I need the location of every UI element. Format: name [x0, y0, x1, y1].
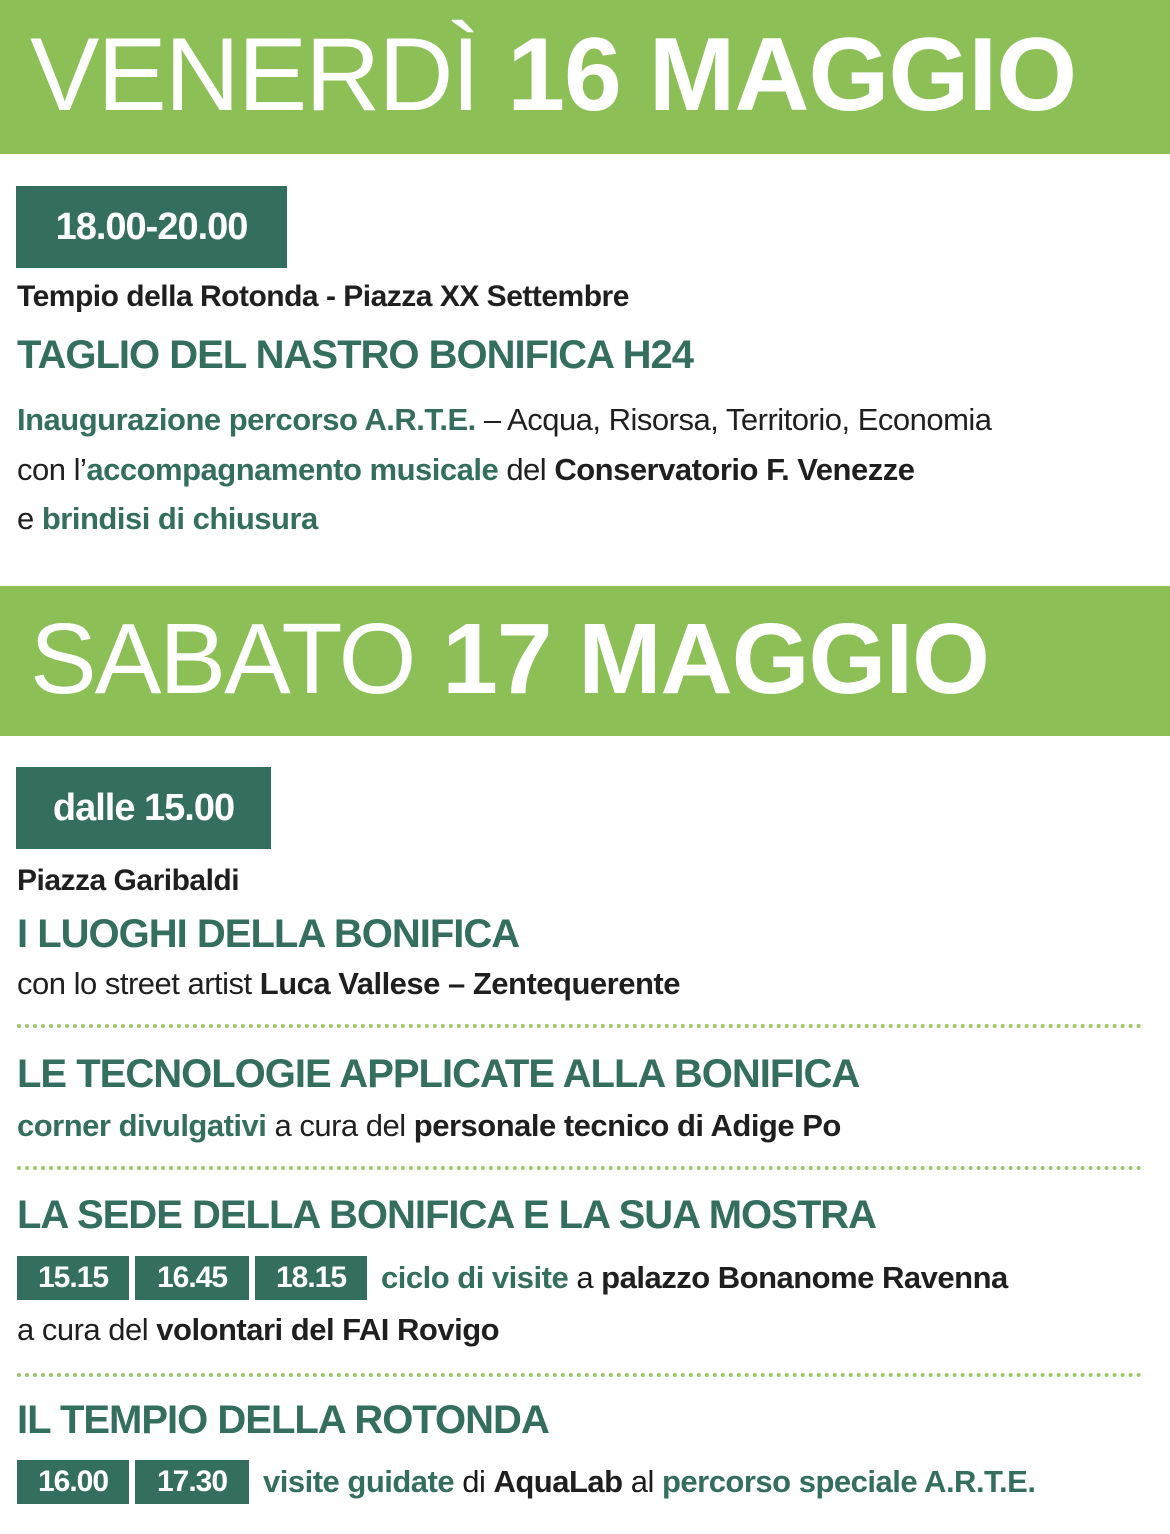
friday-event-title: TAGLIO DEL NASTRO BONIFICA H24	[17, 333, 693, 377]
saturday-day-name: SABATO	[30, 603, 415, 715]
fai-volunteers: volontari del FAI Rovigo	[156, 1312, 500, 1347]
event1-title: I LUOGHI DELLA BONIFICA	[17, 912, 520, 956]
event4-title: IL TEMPIO DELLA ROTONDA	[17, 1398, 549, 1442]
text: e	[17, 501, 42, 536]
saturday-time-badge: dalle 15.00	[16, 767, 271, 849]
friday-desc-line-2	[17, 452, 914, 488]
text: del	[498, 452, 555, 487]
text: a cura del	[266, 1108, 414, 1143]
event3-schedule	[17, 1256, 1008, 1300]
saturday-venue: Piazza Garibaldi	[17, 864, 240, 897]
event2-title: LE TECNOLOGIE APPLICATE ALLA BONIFICA	[17, 1052, 860, 1096]
toast-highlight: brindisi di chiusura	[41, 501, 318, 536]
event4-schedule	[17, 1460, 1035, 1504]
time-chip: 15.15	[17, 1256, 129, 1300]
text: al	[622, 1464, 662, 1499]
event1-desc	[17, 966, 680, 1002]
time-chip: 18.15	[255, 1256, 367, 1300]
dotted-divider	[17, 1024, 1142, 1028]
friday-venue: Tempio della Rotonda - Piazza XX Settembre	[17, 280, 629, 313]
guided-tours-highlight: visite guidate	[263, 1464, 455, 1499]
time-chip: 16.00	[17, 1460, 129, 1504]
arte-acronym-text: – Acqua, Risorsa, Territorio, Economia	[475, 402, 992, 437]
time-chip: 16.45	[135, 1256, 249, 1300]
friday-desc-line-1	[17, 402, 992, 438]
event3-desc-line-2	[17, 1312, 499, 1348]
dotted-divider	[17, 1166, 1142, 1170]
music-highlight: accompagnamento musicale	[86, 452, 499, 487]
arte-path-highlight: Inaugurazione percorso A.R.T.E.	[17, 402, 476, 437]
text: con lo street artist	[17, 966, 260, 1001]
conservatory-name: Conservatorio F. Venezze	[554, 452, 915, 487]
text: con l’	[17, 452, 87, 487]
visits-highlight: ciclo di visite	[381, 1260, 569, 1295]
event3-desc	[381, 1260, 1008, 1295]
text: di	[454, 1464, 494, 1499]
dotted-divider	[17, 1373, 1142, 1377]
special-path-highlight: percorso speciale A.R.T.E.	[661, 1464, 1036, 1499]
text: a	[568, 1260, 602, 1295]
street-artist-name: Luca Vallese – Zentequerente	[259, 966, 680, 1001]
friday-date: 16 MAGGIO	[507, 17, 1077, 133]
friday-header	[0, 0, 1170, 154]
friday-desc-line-3	[17, 501, 318, 537]
tech-staff: personale tecnico di Adige Po	[413, 1108, 841, 1143]
saturday-header	[0, 586, 1170, 736]
saturday-date: 17 MAGGIO	[442, 603, 989, 715]
palazzo-name: palazzo Bonanome Ravenna	[601, 1260, 1008, 1295]
event4-desc	[263, 1464, 1035, 1499]
corner-highlight: corner divulgativi	[17, 1108, 267, 1143]
time-chip: 17.30	[135, 1460, 249, 1504]
event3-title: LA SEDE DELLA BONIFICA E LA SUA MOSTRA	[17, 1193, 877, 1237]
event2-desc	[17, 1108, 841, 1144]
aqualab-name: AquaLab	[493, 1464, 623, 1499]
text: a cura del	[17, 1312, 157, 1347]
friday-time-badge: 18.00-20.00	[16, 186, 287, 268]
friday-day-name: VENERDÌ	[30, 17, 479, 133]
